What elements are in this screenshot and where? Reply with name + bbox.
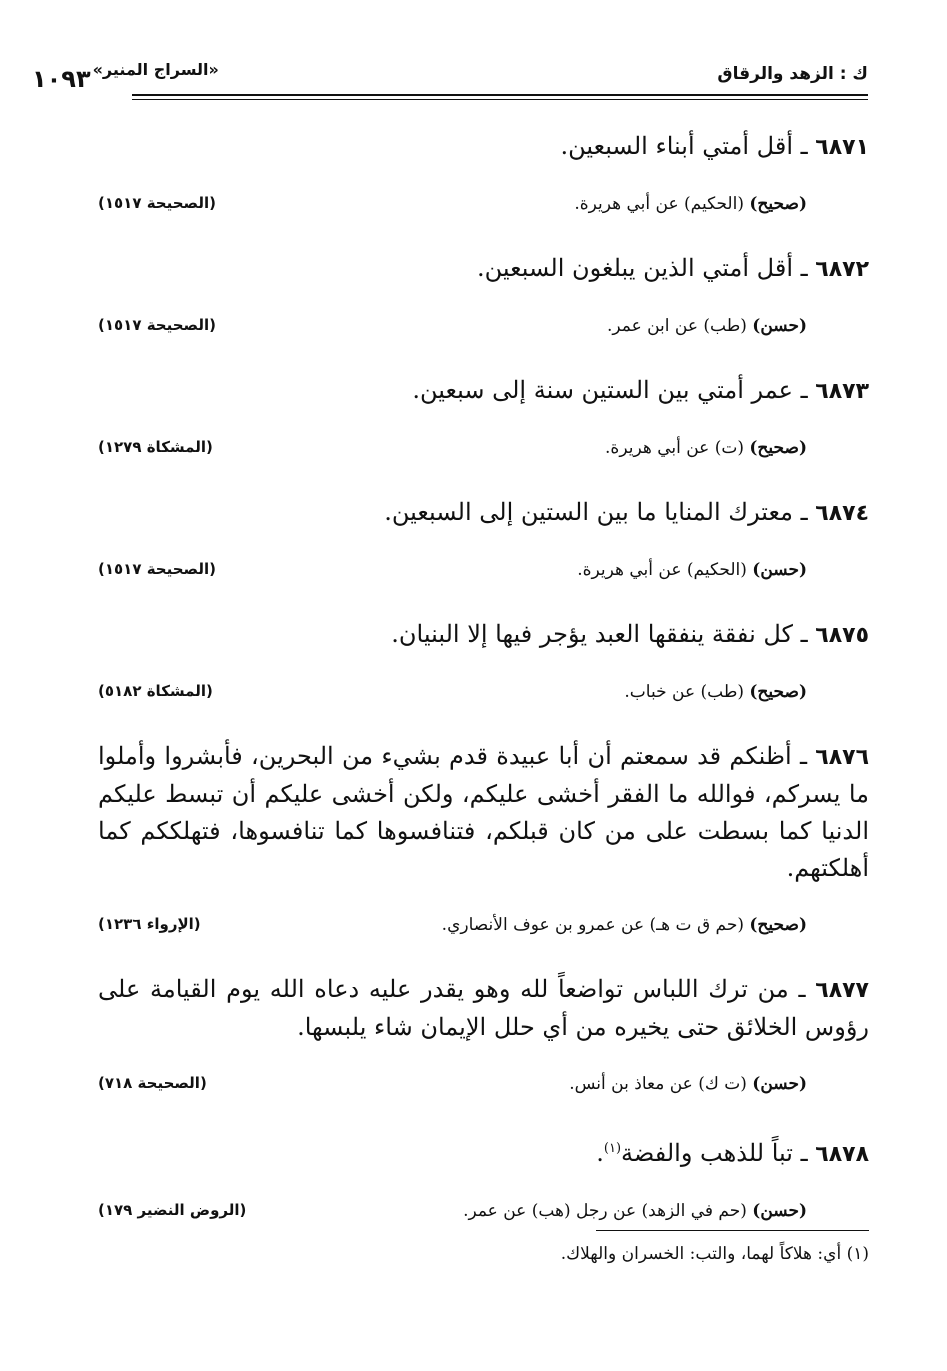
hadith-number: ٦٨٧٤ xyxy=(815,501,869,526)
reference: (الروض النضير ١٧٩) xyxy=(98,1201,247,1219)
hadith-citation xyxy=(98,560,869,586)
reference: (الإرواء ١٢٣٦) xyxy=(98,915,201,933)
reference: (الصحيحة ٧١٨) xyxy=(98,1074,207,1092)
grade-source xyxy=(574,194,807,214)
source: (حم في الزهد) عن رجل (هب) عن عمر. xyxy=(463,1201,753,1221)
section-title: ك : الزهد والرقاق xyxy=(717,64,868,84)
hadith-citation xyxy=(98,316,869,342)
hadith-text-block: ٦٨٧٣ ـ عمر أمتي بين الستين سنة إلى سبعين. xyxy=(412,376,869,404)
footnote: (١) أي: هلاكاً لهما، والتب: الخسران والهلاك. xyxy=(560,1244,869,1264)
hadith-text-block: ٦٨٧٧ ـ من ترك اللباس تواضعاً لله وهو يقدر عليه دعاه الله يوم القيامة على رؤوس الخلائق حتى يخيره من أي حلل الإيمان شاء يلبسها. xyxy=(98,975,869,1041)
grade-source xyxy=(605,438,807,458)
hadith-number: ٦٨٧٥ xyxy=(815,623,869,648)
footnote-marker[interactable]: (١) xyxy=(603,1141,622,1156)
hadith-text-block: ٦٨٧٨ ـ تباً للذهب والفضة$^{(١)}$. xyxy=(596,1139,869,1167)
hadith-entry xyxy=(98,250,869,342)
header-rule-thin xyxy=(132,99,868,100)
source: (طب) عن ابن عمر. xyxy=(606,316,753,336)
hadith-text-end: . xyxy=(596,1139,604,1167)
grade-source xyxy=(442,915,807,935)
reference: (الصحيحة ١٥١٧) xyxy=(98,560,216,578)
hadith-list xyxy=(98,128,869,1257)
reference: (الصحيحة ١٥١٧) xyxy=(98,316,216,334)
source: (ت ك) عن معاذ بن أنس. xyxy=(569,1074,753,1094)
hadith-entry xyxy=(98,372,869,464)
hadith-entry xyxy=(98,738,869,941)
reference: (المشكاة ١٢٧٩) xyxy=(98,438,213,456)
hadith-entry xyxy=(98,616,869,708)
header-left xyxy=(32,60,219,93)
page-number: ١٠٩٣ xyxy=(32,65,91,93)
header-rule xyxy=(132,94,868,96)
hadith-text: كل نفقة ينفقها العبد يؤجر فيها إلا البنيان. xyxy=(391,620,793,648)
hadith-number: ٦٨٧٣ xyxy=(815,379,869,404)
grade: (حسن) xyxy=(752,1201,807,1221)
hadith-text-block: ٦٨٧٤ ـ معترك المنايا ما بين الستين إلى السبعين. xyxy=(384,498,869,526)
grade-source xyxy=(624,682,807,702)
source: (حم ق ت هـ) عن عمرو بن عوف الأنصاري. xyxy=(441,915,750,935)
hadith-number: ٦٨٧١ xyxy=(815,135,869,160)
hadith-text: أقل أمتي الذين يبلغون السبعين. xyxy=(477,254,793,282)
hadith-text: معترك المنايا ما بين الستين إلى السبعين. xyxy=(384,498,793,526)
hadith-number: ٦٨٧٦ xyxy=(815,745,869,770)
book-title: «السراج المنير» xyxy=(92,60,219,79)
hadith-citation xyxy=(98,682,869,708)
hadith-entry xyxy=(98,128,869,220)
hadith-text: من ترك اللباس تواضعاً لله وهو يقدر عليه دعاه الله يوم القيامة على رؤوس الخلائق حتى يخيره من أي حلل الإيمان شاء يلبسها. xyxy=(98,975,869,1041)
grade: (حسن) xyxy=(752,560,807,580)
hadith-entry xyxy=(98,494,869,586)
source: (ت) عن أبي هريرة. xyxy=(605,438,750,458)
grade: (صحيح) xyxy=(749,194,807,214)
hadith-text-block: ٦٨٧٥ ـ كل نفقة ينفقها العبد يؤجر فيها إلا البنيان. xyxy=(391,620,869,648)
grade: (صحيح) xyxy=(749,682,807,702)
hadith-citation xyxy=(98,1201,869,1227)
hadith-text-block: ٦٨٧٢ ـ أقل أمتي الذين يبلغون السبعين. xyxy=(477,254,869,282)
hadith-citation xyxy=(98,438,869,464)
hadith-number: ٦٨٧٨ xyxy=(815,1142,869,1167)
grade-source xyxy=(607,316,807,336)
grade: (حسن) xyxy=(752,1074,807,1094)
hadith-text-block: ٦٨٧١ ـ أقل أمتي أبناء السبعين. xyxy=(560,132,869,160)
grade: (صحيح) xyxy=(749,438,807,458)
grade-source xyxy=(463,1201,807,1221)
hadith-text-block: ٦٨٧٦ ـ أظنكم قد سمعتم أن أبا عبيدة قدم بشيء من البحرين، فأبشروا وأملوا ما يسركم، فوالله ما الفقر أخشى عليكم، ولكن أخشى عليكم أن تبسط عليكم الدنيا كما بسطت على من كان قبلكم، فتنافسوها كما تنافسوها، فتهلككم كما أهلكتهم. xyxy=(98,742,869,882)
grade: (صحيح) xyxy=(749,915,807,935)
source: (الحكيم) عن أبي هريرة. xyxy=(577,560,753,580)
hadith-text: أظنكم قد سمعتم أن أبا عبيدة قدم بشيء من البحرين، فأبشروا وأملوا ما يسركم، فوالله ما الفقر أخشى عليكم، ولكن أخشى عليكم أن تبسط عليكم الدنيا كما بسطت على من كان قبلكم، فتنافسوها كما تنافسوها، فتهلككم كما أهلكتهم. xyxy=(98,742,869,882)
hadith-entry xyxy=(98,971,869,1100)
source: (طب) عن خباب. xyxy=(624,682,750,702)
hadith-citation xyxy=(98,194,869,220)
hadith-text: عمر أمتي بين الستين سنة إلى سبعين. xyxy=(412,376,793,404)
reference: (الصحيحة ١٥١٧) xyxy=(98,194,216,212)
grade-source xyxy=(577,560,807,580)
running-header xyxy=(32,60,868,98)
hadith-text: تباً للذهب والفضة xyxy=(621,1139,793,1167)
hadith-text: أقل أمتي أبناء السبعين. xyxy=(560,132,793,160)
reference: (المشكاة ٥١٨٢) xyxy=(98,682,213,700)
hadith-citation xyxy=(98,915,869,941)
hadith-entry xyxy=(98,1130,869,1227)
hadith-citation xyxy=(98,1074,869,1100)
source: (الحكيم) عن أبي هريرة. xyxy=(574,194,750,214)
grade-source xyxy=(569,1074,807,1094)
hadith-number: ٦٨٧٧ xyxy=(815,978,869,1003)
footnote-rule xyxy=(596,1230,869,1231)
grade: (حسن) xyxy=(752,316,807,336)
hadith-number: ٦٨٧٢ xyxy=(815,257,869,282)
